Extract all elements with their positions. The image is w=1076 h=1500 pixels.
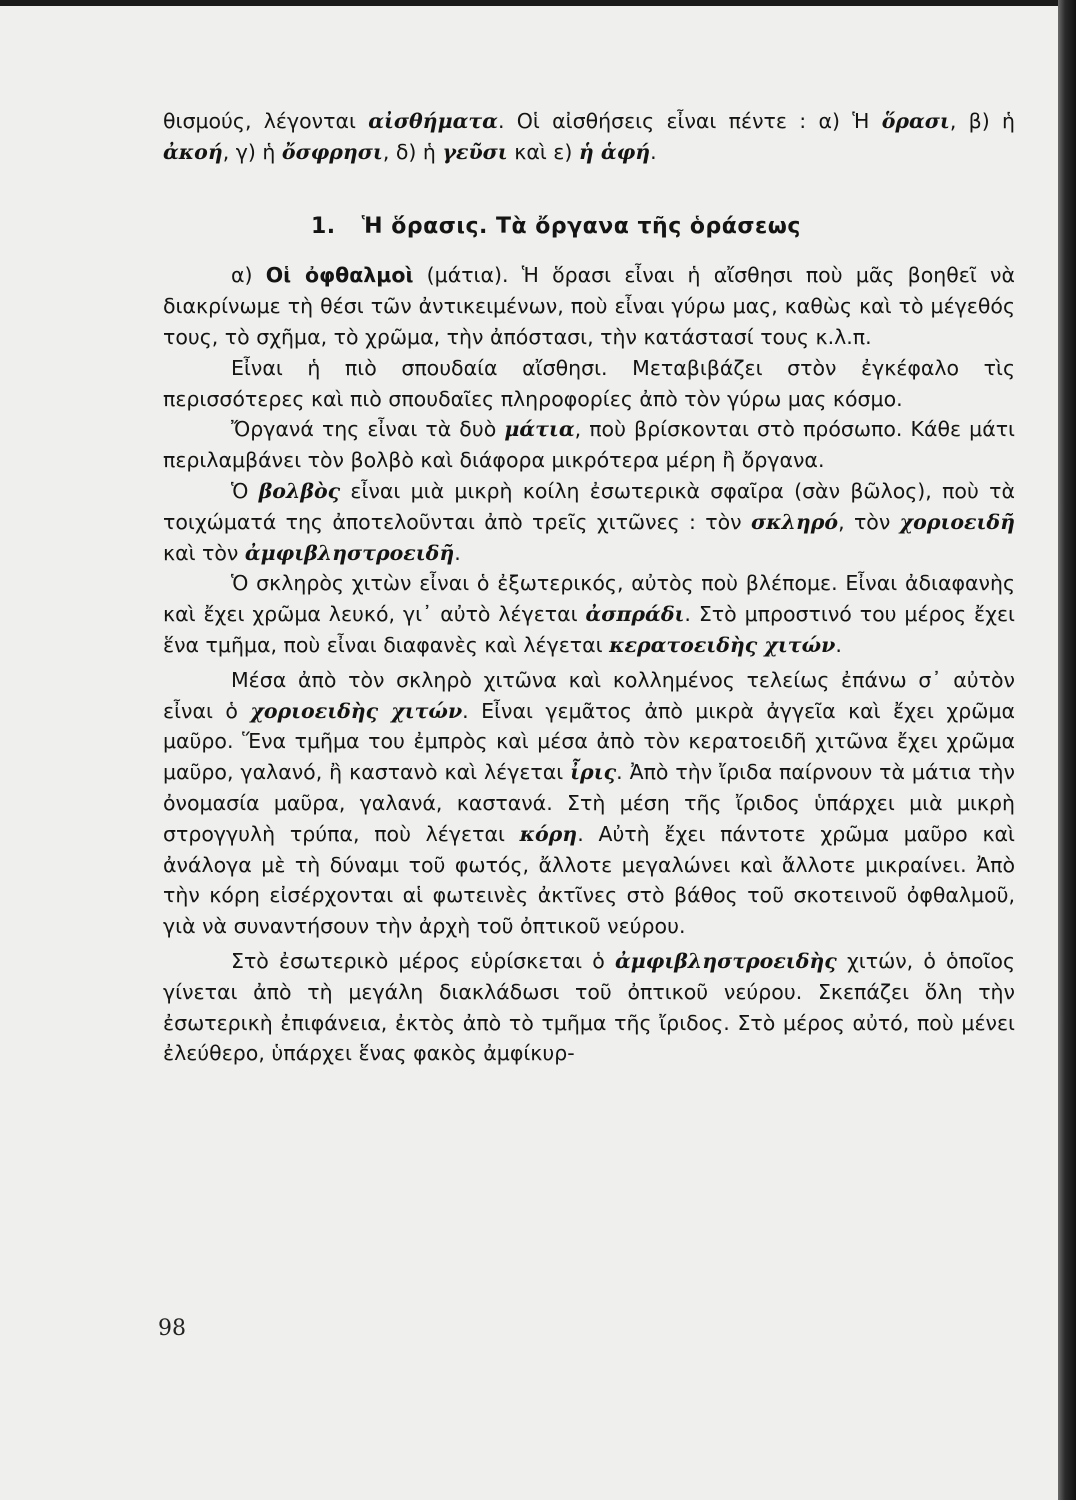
emphasized-term: ἀκοή: [163, 139, 223, 164]
emphasized-term: ὄσφρησι: [281, 139, 383, 164]
text-run: . Εἶναι γεμᾶτος ἀπὸ μικρὰ ἀγγεῖα καὶ ἔχει χρῶμα μαῦρο. Ἕνα τμῆμα του ἐμπρὸς καὶ μέσα ἀπὸ τὸν κερατοειδῆ χιτῶνα ἔχει χρῶμα μαῦρο, γαλανό, ἢ καστανὸ καὶ λέγεται: [163, 698, 1015, 785]
text-run: .: [650, 139, 657, 164]
emphasized-term: κόρη: [519, 821, 578, 846]
body-paragraph: [163, 946, 1015, 1069]
text-run: .: [454, 540, 461, 565]
section-title: Ἡ ὅρασις. Τὰ ὄργανα τῆς ὁράσεως: [361, 213, 801, 239]
text-run: εἶναι μιὰ μικρὴ κοίλη ἐσωτερικὰ σφαῖρα (σὰν βῶλος), ποὺ τὰ τοιχώματά της ἀποτελοῦνται ἀπὸ τρεῖς χιτῶνες : τὸν: [163, 478, 1015, 534]
text-run: Μέσα ἀπὸ τὸν σκληρὸ χιτῶνα καὶ κολλημένος τελείως ἐπάνω σ᾽ αὐτὸν εἶναι ὁ: [163, 667, 1015, 723]
body-paragraph: [163, 414, 1015, 476]
emphasized-term: ὅρασι: [881, 109, 950, 133]
bold-term: Οἱ ὀφθαλμοὶ: [265, 263, 414, 288]
text-run: καὶ ε): [507, 139, 579, 164]
body-paragraph: [163, 260, 1015, 352]
body-paragraph: [163, 568, 1015, 660]
text-run: . Οἱ αἰσθήσεις εἶναι πέντε : α) Ἡ: [497, 109, 882, 133]
text-run: , τὸν: [838, 509, 900, 534]
body-paragraphs: [163, 260, 1015, 1069]
text-run: Εἶναι ἡ πιὸ σπουδαία αἴσθησι. Μεταβιβάζει στὸν ἐγκέφαλο τὶς περισσότερες καὶ πιὸ σπουδαῖες πληροφορίες ἀπὸ τὸν γύρω μας κόσμο.: [163, 355, 1015, 411]
page-number: 98: [158, 1316, 186, 1341]
emphasized-term: χοριοειδὴς χιτών: [250, 698, 463, 723]
page-text: [163, 106, 1015, 1069]
text-run: Στὸ ἐσωτερικὸ μέρος εὑρίσκεται ὁ: [231, 948, 615, 973]
emphasized-term: μάτια: [504, 417, 575, 442]
emphasized-term: αἰσθήματα: [368, 109, 498, 133]
text-run: α): [231, 263, 266, 288]
text-run: , β) ἡ: [949, 109, 1016, 133]
text-run: θισμούς, λέγονται: [163, 109, 369, 133]
scan-edge: [1058, 0, 1076, 1500]
text-run: , ποὺ βρίσκονται στὸ πρόσωπο. Κάθε μάτι περιλαμβάνει τὸν βολβὸ καὶ διάφορα μικρότερα μέρη ἢ ὄργανα.: [163, 417, 1015, 473]
text-run: καὶ τὸν: [163, 540, 245, 565]
text-run: . Ἀπὸ τὴν ἴριδα παίρνουν τὰ μάτια τὴν ὀνομασία μαῦρα, γαλανά, καστανά. Στὴ μέση τῆς ἴριδος ὑπάρχει μιὰ μικρὴ στρογγυλὴ τρύπα, ποὺ λέγεται: [163, 760, 1015, 846]
book-page: [0, 6, 1058, 1500]
body-paragraph: [163, 665, 1015, 942]
text-run: χιτών, ὁ ὁποῖος γίνεται ἀπὸ τὴ μεγάλη διακλάδωσι τοῦ ὀπτικοῦ νεύρου. Σκεπάζει ὅλη τὴν ἐσωτερικὴ ἐπιφάνεια, ἐκτὸς ἀπὸ τὸ τμῆμα τῆς ἴριδος. Στὸ μέρος αὐτό, ποὺ μένει ἐλεύθερο, ὑπάρχει ἕνας φακὸς ἀμφίκυρ-: [163, 948, 1015, 1066]
emphasized-term: ἶρις: [570, 760, 617, 785]
emphasized-term: σκληρό: [751, 509, 839, 534]
emphasized-term: ἀμφιβληστροειδὴς: [614, 948, 837, 973]
text-run: Ὄργανά της εἶναι τὰ δυὸ: [231, 417, 505, 442]
text-run: . Στὸ μπροστινό του μέρος ἔχει ἕνα τμῆμα, ποὺ εἶναι διαφανὲς καὶ λέγεται: [163, 602, 1015, 657]
text-run: Ὁ: [231, 478, 259, 503]
text-run: . Αὐτὴ ἔχει πάντοτε χρῶμα μαῦρο καὶ ἀνάλογα μὲ τὴ δύναμι τοῦ φωτός, ἄλλοτε μεγαλώνει καὶ ἄλλοτε μικραίνει. Ἀπὸ τὴν κόρη εἰσέρχονται αἱ φωτεινὲς ἀκτῖνες στὸ βάθος τοῦ σκοτεινοῦ ὀφθαλμοῦ, γιὰ νὰ συναντήσουν τὴν ἀρχὴ τοῦ ὀπτικοῦ νεύρου.: [163, 821, 1015, 939]
text-run: (μάτια). Ἡ ὅρασι εἶναι ἡ αἴσθησι ποὺ μᾶς βοηθεῖ νὰ διακρίνωμε τὴ θέσι τῶν ἀντικειμένων, ποὺ εἶναι γύρω μας, καθὼς καὶ τὸ μέγεθός τους, τὸ σχῆμα, τὸ χρῶμα, τὴν ἀπόστασι, τὴν κατάστασί τους κ.λ.π.: [163, 263, 1016, 349]
section-number: 1.: [311, 213, 336, 239]
body-paragraph: [163, 353, 1015, 415]
text-run: , δ) ἡ: [382, 139, 443, 164]
emphasized-term: ἡ ἁφή: [578, 139, 651, 164]
text-run: Ὁ σκληρὸς χιτὼν εἶναι ὁ ἐξωτερικός, αὐτὸς ποὺ βλέπομε. Εἶναι ἀδιαφανὴς καὶ ἔχει χρῶμα λευκό, γι᾽ αὐτὸ λέγεται: [163, 571, 1015, 627]
body-paragraph: [163, 476, 1015, 568]
emphasized-term: χοριοειδῆ: [899, 509, 1015, 534]
intro-paragraph: [163, 106, 1015, 168]
text-run: .: [835, 632, 842, 657]
emphasized-term: κερατοειδὴς χιτών: [609, 632, 836, 657]
emphasized-term: βολβὸς: [258, 478, 341, 503]
text-run: , γ) ἡ: [222, 139, 282, 164]
section-heading: [163, 212, 1015, 243]
emphasized-term: ἀσπράδι: [585, 602, 685, 627]
emphasized-term: γεῦσι: [442, 139, 508, 164]
emphasized-term: ἀμφιβληστροειδῆ: [244, 540, 455, 565]
